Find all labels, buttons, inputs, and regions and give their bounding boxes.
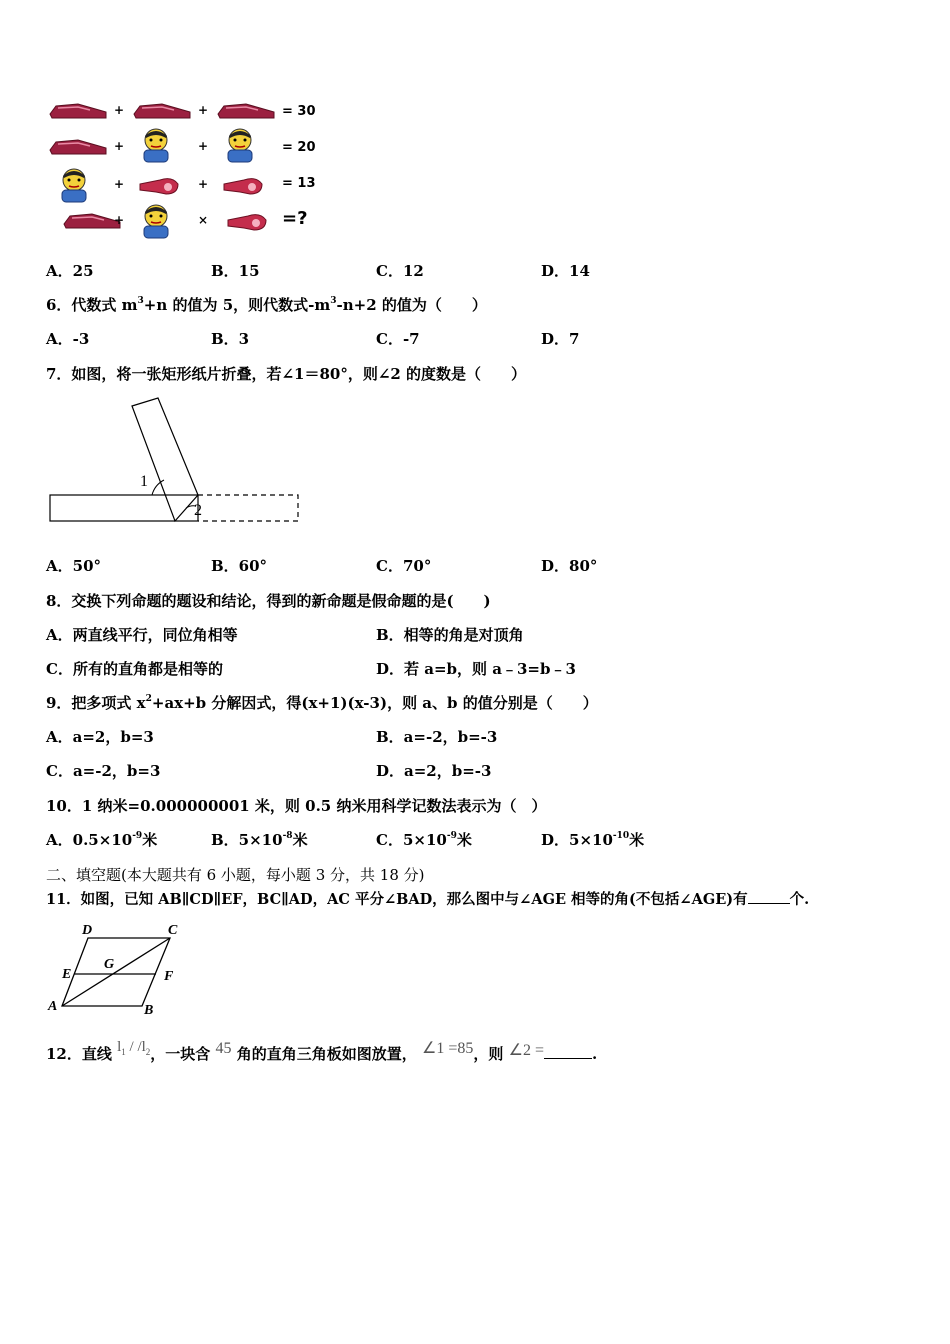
folded-paper-diagram	[44, 394, 304, 530]
label-a: A	[48, 999, 58, 1014]
label-e: E	[62, 967, 72, 982]
parallelogram-diagram	[44, 918, 184, 1018]
q5-option-a[interactable]: A．25	[46, 262, 94, 280]
q12-stem: 12．直线 $l_1 / /l_2$，一块含 45 角的直角三角板如图放置， ∠1 =85，则 ∠2 = .	[46, 1039, 598, 1063]
boy-icon	[62, 169, 86, 202]
q12-angle-1: ∠1 =85	[422, 1040, 474, 1057]
q7-option-d[interactable]: D．80°	[541, 557, 598, 575]
svg-text:×: ×	[198, 213, 209, 227]
whistle-icon	[140, 179, 178, 194]
label-g: G	[104, 957, 115, 972]
q5-option-c[interactable]: C．12	[376, 262, 424, 280]
svg-text:+: +	[198, 103, 209, 117]
q9-option-a[interactable]: A．a=2，b=3	[46, 728, 154, 746]
label-b: B	[144, 1003, 154, 1018]
q12-angle-2: ∠2 =	[508, 1042, 545, 1059]
puzzle-result-2: = 20	[282, 140, 316, 155]
q6-option-b[interactable]: B．3	[211, 330, 250, 348]
svg-text:+: +	[114, 103, 125, 117]
shoe-icon	[218, 104, 274, 118]
shoe-icon	[64, 214, 120, 228]
puzzle-result-1: = 30	[282, 104, 316, 119]
boy-icon	[144, 205, 168, 238]
angle-1-label: 1	[140, 473, 148, 490]
label-d: D	[82, 923, 93, 938]
puzzle-result-3: = 13	[282, 176, 316, 191]
label-c: C	[168, 923, 178, 938]
puzzle-result-4: =?	[282, 208, 308, 229]
q10-option-c[interactable]: C．$5\times 10^{-9}$米	[376, 831, 472, 849]
q9-option-d[interactable]: D．a=2，b=-3	[376, 762, 492, 780]
q9-option-b[interactable]: B．a=-2，b=-3	[376, 728, 498, 746]
angle-2-label: 2	[194, 502, 202, 519]
q10-option-d[interactable]: D．$5\times 10^{-10}$米	[541, 831, 645, 849]
boy-icon	[144, 129, 168, 162]
q7-option-a[interactable]: A．50°	[46, 557, 102, 575]
q12-answer-blank[interactable]	[544, 1044, 592, 1059]
boy-icon	[228, 129, 252, 162]
q8-stem: 8．交换下列命题的题设和结论，得到的新命题是假命题的是( )	[46, 592, 491, 610]
q11-stem: 11．如图，已知 AB∥CD∥EF，BC∥AD，AC 平分∠BAD，那么图中与∠AGE 相等的角(不包括∠AGE)有 个.	[46, 891, 810, 908]
q11-answer-blank[interactable]	[748, 889, 790, 904]
q6-option-d[interactable]: D．7	[541, 330, 580, 348]
q11-figure	[44, 918, 184, 1018]
shoe-icon	[50, 140, 106, 154]
shoe-icon	[50, 104, 106, 118]
q6-stem: 6．代数式 $m^3+n$ 的值为 5，则代数式$-m^3-n+2$ 的值为（ ）	[46, 296, 487, 314]
section-2-heading: 二、填空题(本大题共有 6 小题，每小题 3 分，共 18 分)	[46, 866, 425, 884]
q8-option-a[interactable]: A．两直线平行，同位角相等	[46, 626, 238, 644]
q12-45-degree: 45	[215, 1040, 232, 1057]
q9-stem: 9．把多项式 $x^2+ax+b$ 分解因式，得(x+1)(x-3)，则 a、b 的值分别是（ ）	[46, 694, 598, 712]
svg-text:+: +	[114, 139, 125, 153]
q10-option-b[interactable]: B．$5\times 10^{-8}$米	[211, 831, 308, 849]
svg-text:+: +	[114, 177, 125, 191]
puzzle-figure	[44, 90, 344, 240]
q9-option-c[interactable]: C．a=-2，b=3	[46, 762, 161, 780]
q7-option-b[interactable]: B．60°	[211, 557, 268, 575]
shoe-icon	[134, 104, 190, 118]
q8-option-c[interactable]: C．所有的直角都是相等的	[46, 660, 223, 678]
q6-option-a[interactable]: A．-3	[46, 330, 90, 348]
q8-option-d[interactable]: D．若 a=b，则 a﹣3=b﹣3	[376, 660, 576, 678]
q5-option-b[interactable]: B．15	[211, 262, 260, 280]
svg-text:+: +	[198, 139, 209, 153]
q10-stem: 10．1 纳米=0.000000001 米，则 0.5 纳米用科学记数法表示为（ ）	[46, 797, 547, 815]
svg-text:+: +	[198, 177, 209, 191]
q10-option-a[interactable]: A．$0.5\times 10^{-9}$米	[46, 831, 158, 849]
whistle-icon	[228, 215, 266, 230]
q5-option-d[interactable]: D．14	[541, 262, 590, 280]
q8-option-b[interactable]: B．相等的角是对顶角	[376, 626, 524, 644]
svg-text:+: +	[114, 213, 125, 227]
q12-parallel-lines: $l_1 / /l_2$	[117, 1039, 151, 1057]
q6-option-c[interactable]: C．-7	[376, 330, 420, 348]
q7-figure	[44, 394, 304, 530]
whistle-icon	[224, 179, 262, 194]
label-f: F	[164, 969, 174, 984]
q7-stem: 7．如图，将一张矩形纸片折叠，若∠1＝80°，则∠2 的度数是（ ）	[46, 365, 527, 383]
q7-option-c[interactable]: C．70°	[376, 557, 432, 575]
